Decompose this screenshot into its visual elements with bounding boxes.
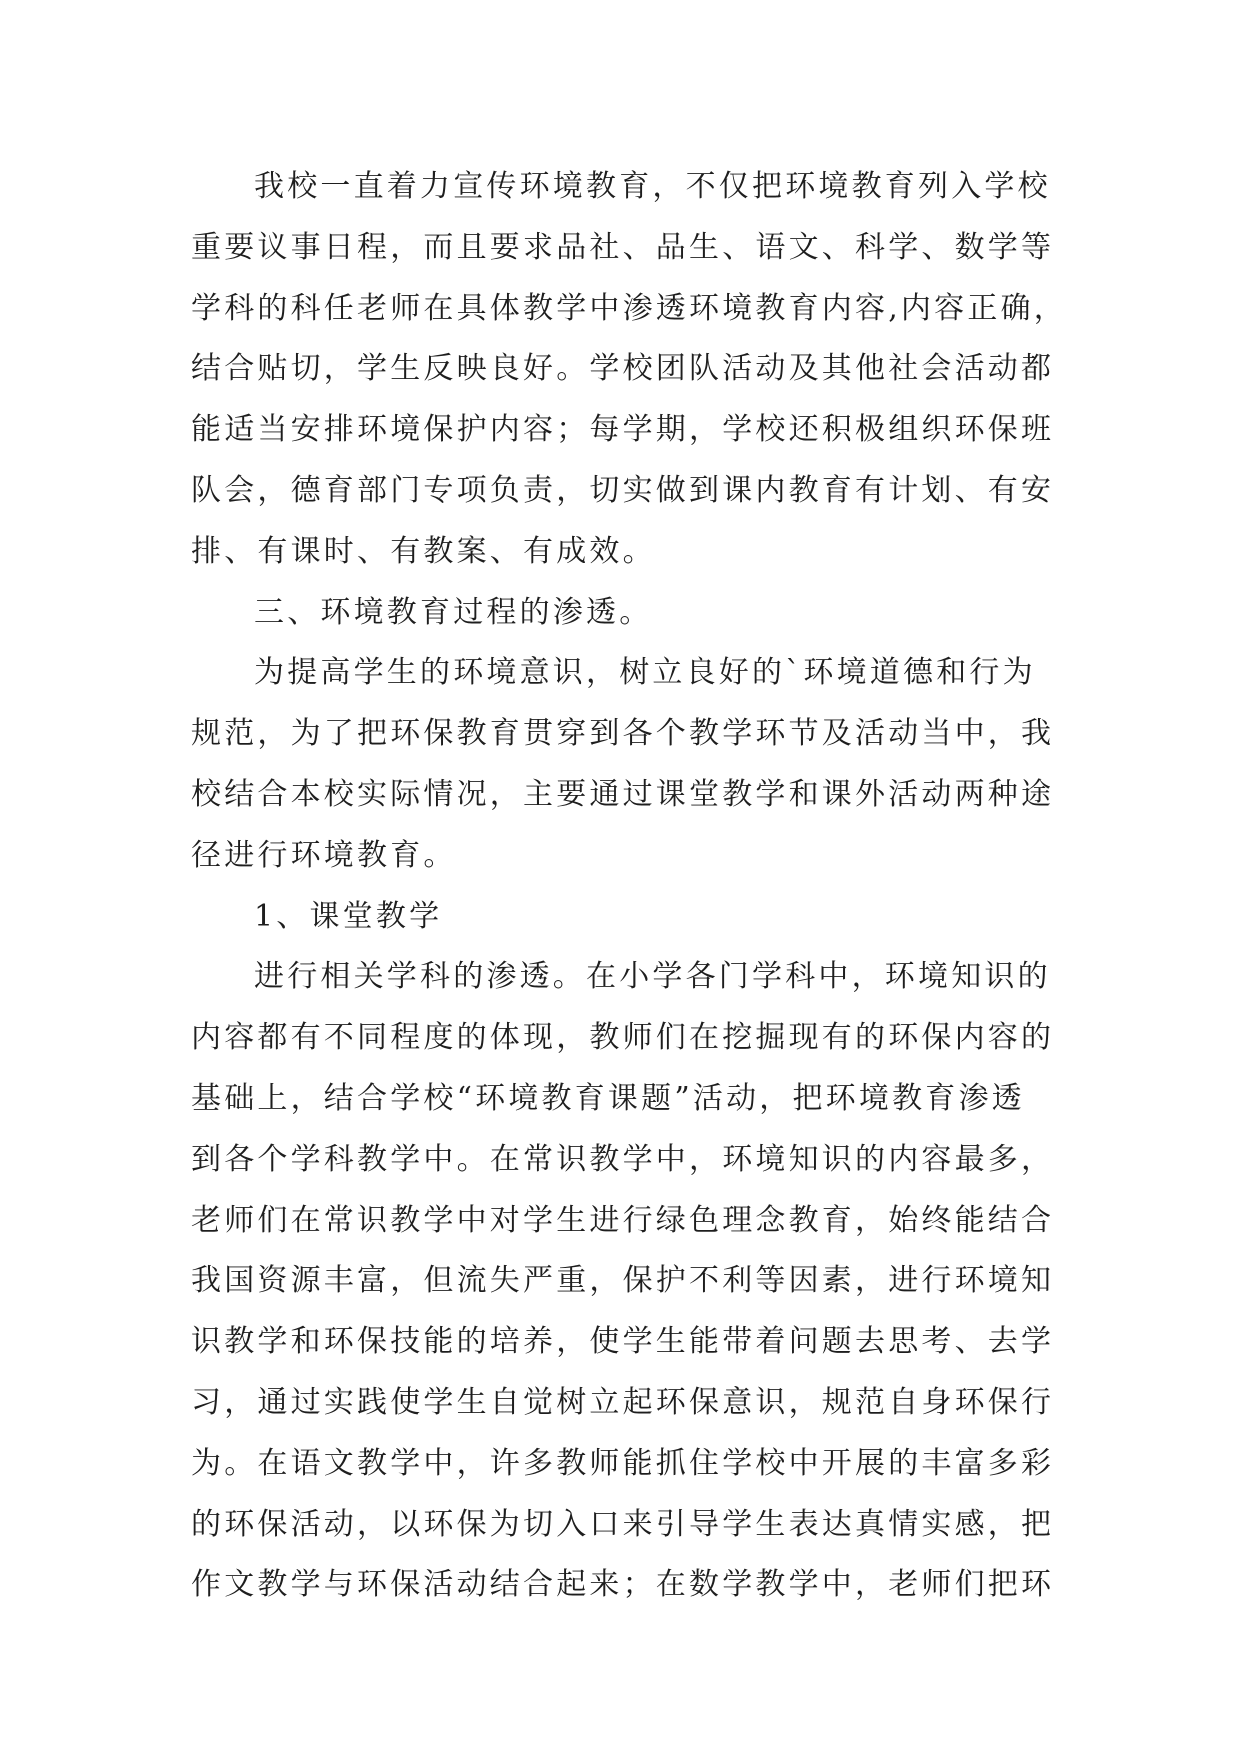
text-line: 识教学和环保技能的培养，使学生能带着问题去思考、去学 [191, 1324, 1055, 1360]
text-line: 结合贴切，学生反映良好。学校团队活动及其他社会活动都 [191, 351, 1055, 387]
text-line: 我国资源丰富，但流失严重，保护不利等因素，进行环境知 [191, 1263, 1055, 1299]
text-line: 1、课堂教学 [254, 898, 443, 934]
text-line: 为提高学生的环境意识，树立良好的`环境道德和行为 [254, 655, 1036, 691]
text-line: 三、环境教育过程的渗透。 [254, 594, 653, 630]
text-line: 规范，为了把环保教育贯穿到各个教学环节及活动当中，我 [191, 716, 1055, 752]
text-line: 为。在语文教学中，许多教师能抓住学校中开展的丰富多彩 [191, 1445, 1055, 1481]
text-line: 能适当安排环境保护内容；每学期，学校还积极组织环保班 [191, 412, 1055, 448]
text-line: 学科的科任老师在具体教学中渗透环境教育内容,内容正确， [191, 290, 1067, 326]
text-line: 习，通过实践使学生自觉树立起环保意识，规范自身环保行 [191, 1384, 1055, 1420]
text-line: 进行相关学科的渗透。在小学各门学科中，环境知识的 [254, 959, 1051, 995]
document-body [191, 157, 1191, 1616]
text-line: 内容都有不同程度的体现，教师们在挖掘现有的环保内容的 [191, 1020, 1055, 1056]
text-line: 的环保活动，以环保为切入口来引导学生表达真情实感，把 [191, 1506, 1055, 1542]
text-line: 重要议事日程，而且要求品社、品生、语文、科学、数学等 [191, 229, 1055, 265]
text-line: 排、有课时、有教案、有成效。 [191, 533, 656, 569]
text-line: 校结合本校实际情况，主要通过课堂教学和课外活动两种途 [191, 776, 1055, 812]
text-line: 基础上，结合学校“环境教育课题”活动，把环境教育渗透 [191, 1080, 1025, 1116]
text-line: 径进行环境教育。 [191, 837, 457, 873]
text-line: 我校一直着力宣传环境教育，不仅把环境教育列入学校 [254, 169, 1051, 204]
text-line: 老师们在常识教学中对学生进行绿色理念教育，始终能结合 [191, 1202, 1055, 1238]
text-line: 到各个学科教学中。在常识教学中，环境知识的内容最多， [191, 1141, 1055, 1177]
text-line: 作文教学与环保活动结合起来；在数学教学中，老师们把环 [191, 1567, 1055, 1603]
text-line: 队会，德育部门专项负责，切实做到课内教育有计划、有安 [191, 472, 1055, 508]
